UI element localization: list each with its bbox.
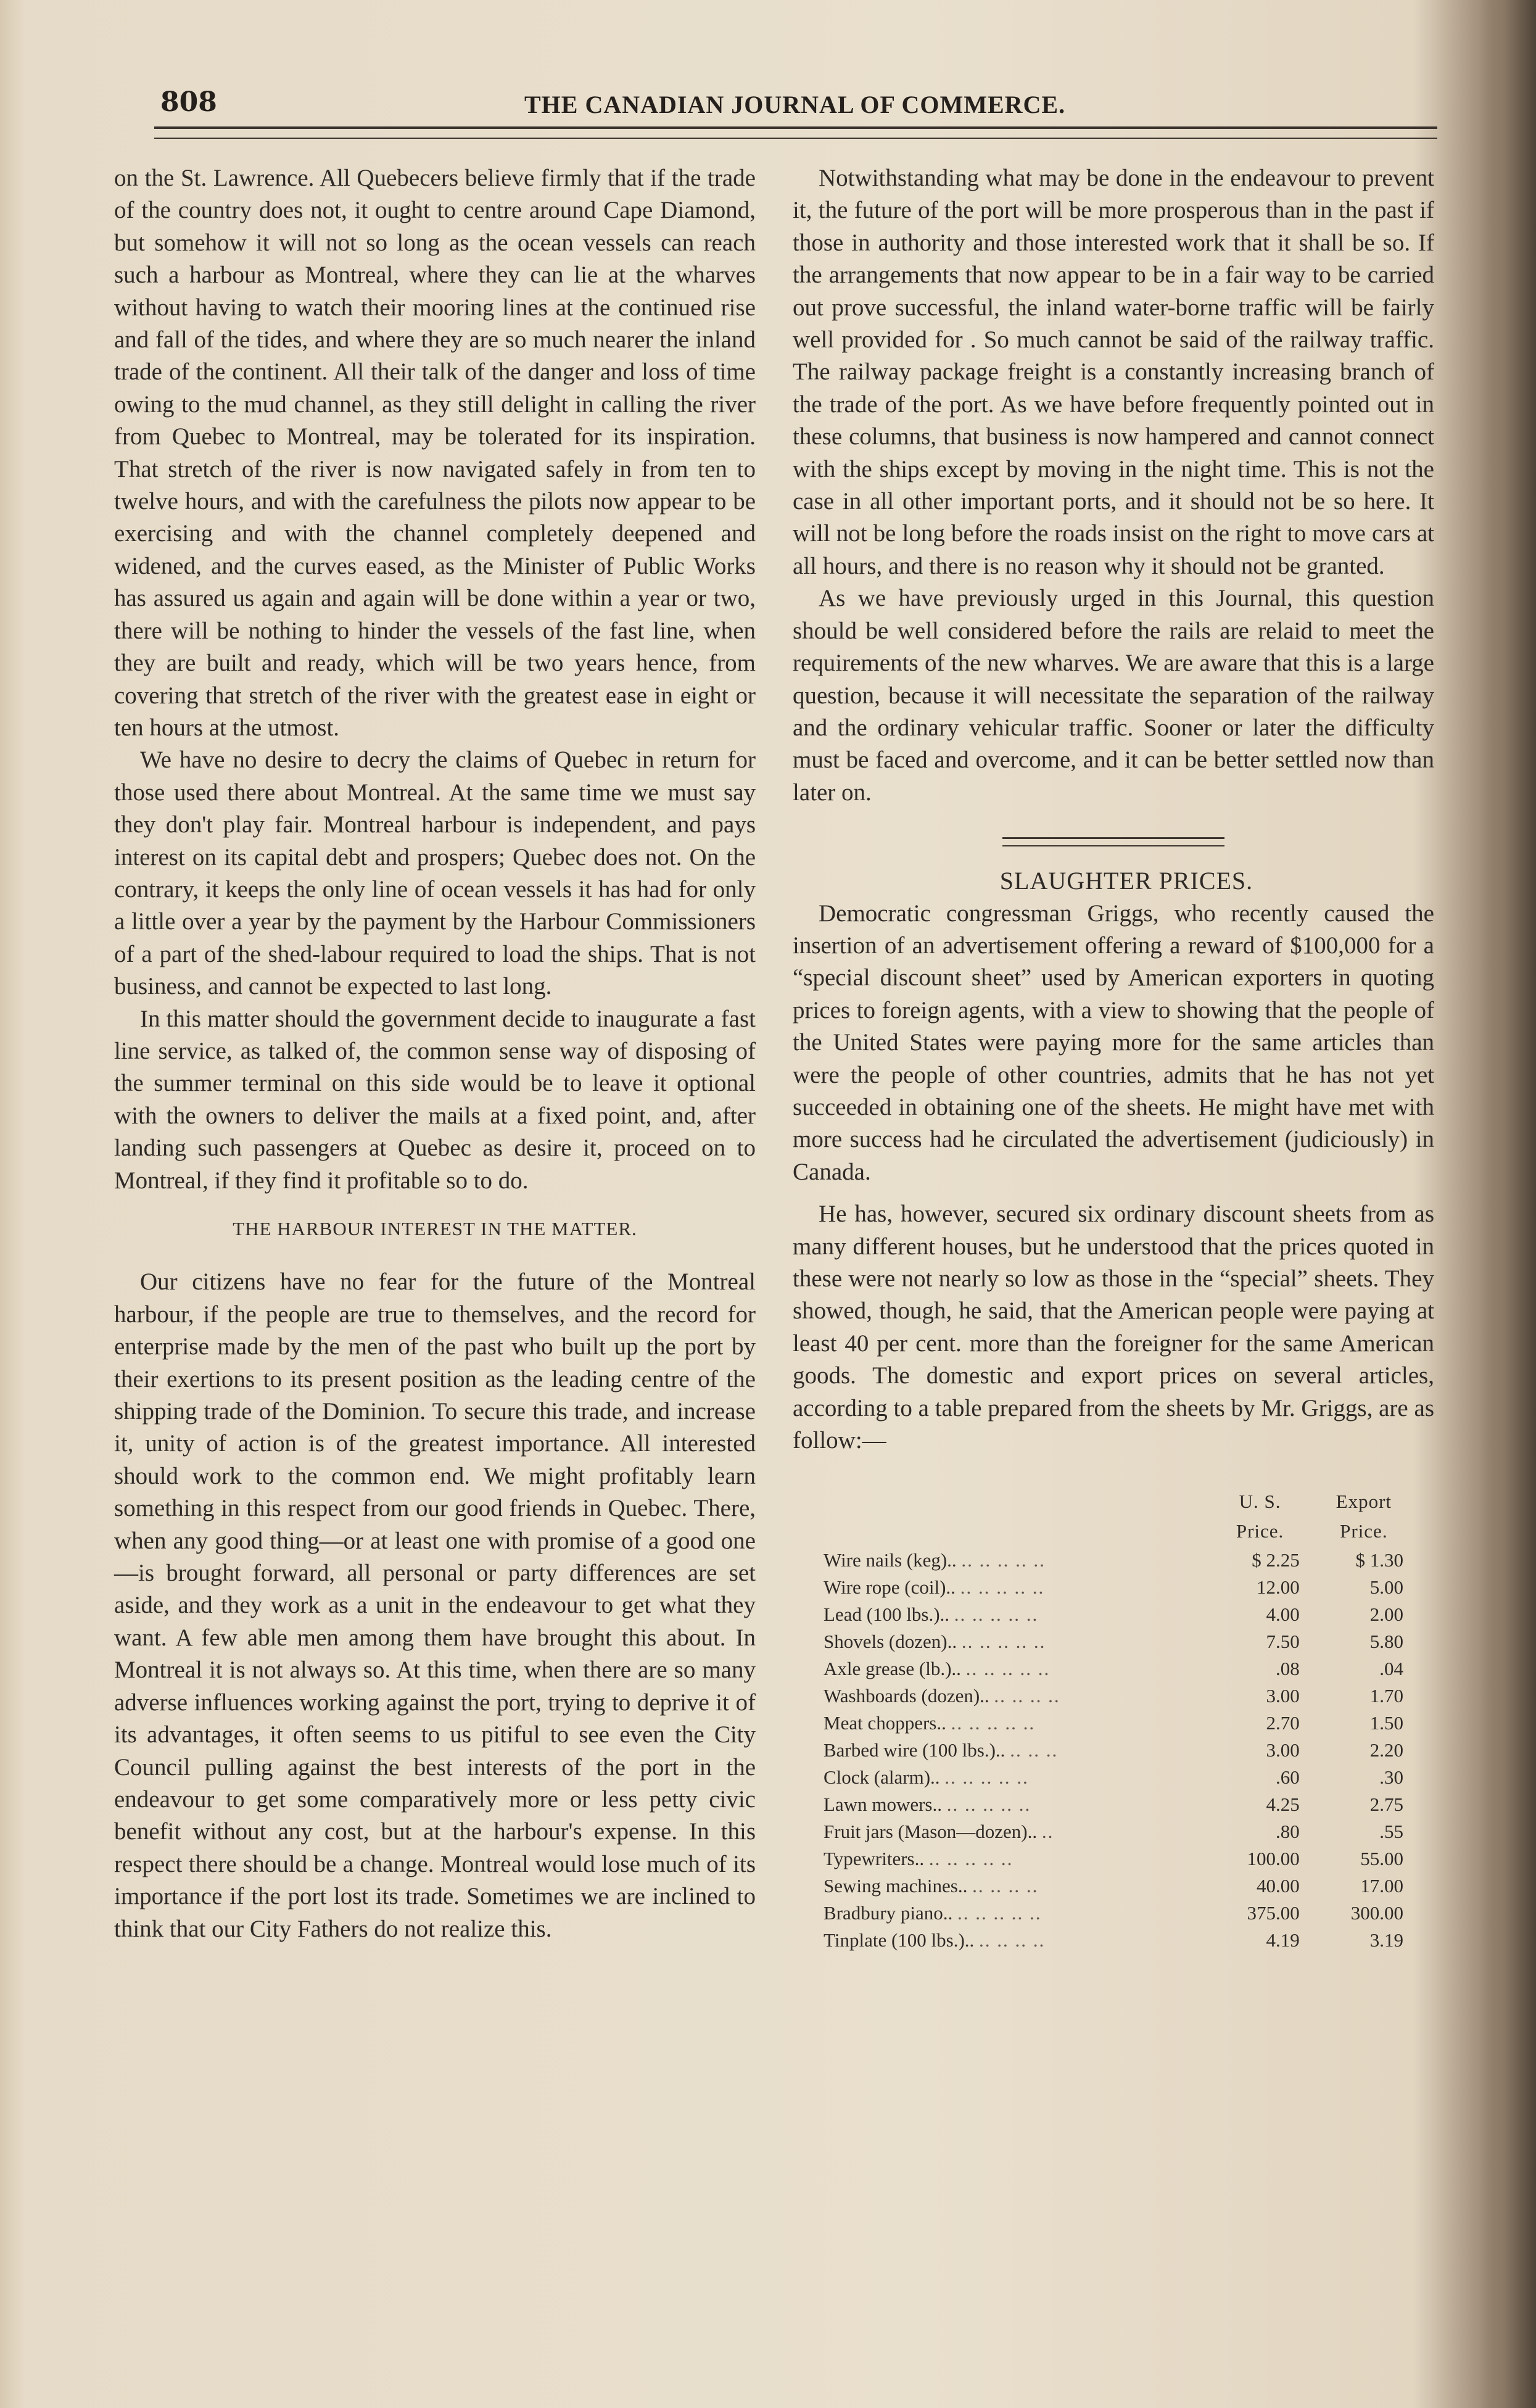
item-name: Lead (100 lbs.).. <box>824 1603 950 1626</box>
page-number: 808 <box>160 86 217 118</box>
paragraph: As we have previously urged in this Journal, this question should be well considered before the rails are relaid to meet the requirements of the new wharves. We are aware that this is a large question, because it will necessitate the separation of the railway and the ordinary vehicular traffic. Sooner or later the difficulty must be faced and overcome, and it can be better settled now than later on. <box>793 585 1434 806</box>
item-name: Axle grease (lb.).. <box>824 1658 961 1680</box>
us-price: .60 <box>1275 1766 1300 1789</box>
dot-leader: .. .. .. .. .. <box>946 1794 1031 1816</box>
us-price: 100.00 <box>1247 1848 1300 1870</box>
table-row <box>824 1737 1416 1764</box>
us-price: $ 2.25 <box>1252 1549 1300 1571</box>
us-price: 375.00 <box>1247 1902 1300 1924</box>
paragraph: We have no desire to decry the claims of Quebec in return for those used there about Montreal. At the same time we must say they don't play fair. Montreal harbour is independent, and pays interest on its capital debt and prospers; Quebec does not. On the contrary, it keeps the only line of ocean vessels it has had for only a little over a year by the payment by the Harbour Commissioners of a part of the shed-labour required to load the ships. That is not business, and cannot be expected to last long. <box>114 747 756 1000</box>
dot-leader: .. .. .. .. .. <box>944 1766 1029 1789</box>
section-divider <box>1002 837 1224 846</box>
paragraph: Democratic congressman Griggs, who recently caused the insertion of an advertisement offering a reward of $100,000 for a “special discount sheet” used by American exporters in quoting prices to foreign agents, with a view to showing that the people of the United States were paying more for the same articles than were the people of other countries, admits that he has not yet succeeded in obtaining one of the sheets. He might have met with more success had he circulated the advertisement (judiciously) in Canada. <box>793 900 1434 1185</box>
us-price: 4.19 <box>1266 1929 1300 1951</box>
dot-leader: .. .. .. .. .. <box>960 1576 1045 1599</box>
table-row <box>824 1927 1416 1954</box>
table-header-us <box>1208 1486 1311 1547</box>
us-price: 2.70 <box>1266 1712 1300 1734</box>
page-header <box>160 86 1431 123</box>
table-row <box>824 1764 1416 1791</box>
table-row <box>824 1547 1416 1574</box>
export-price: 17.00 <box>1360 1875 1403 1897</box>
right-column <box>793 162 1434 1954</box>
dot-leader: .. .. .. .. .. <box>965 1658 1051 1680</box>
item-name: Bradbury piano.. <box>824 1902 953 1924</box>
export-price: 55.00 <box>1360 1848 1403 1870</box>
dot-leader: .. .. .. .. .. <box>954 1603 1039 1626</box>
header-rule <box>154 126 1437 139</box>
dot-leader: .. .. .. .. .. <box>957 1902 1042 1924</box>
paragraph: He has, however, secured six ordinary discount sheets from as many different houses, but he understood that the prices quoted in these were not nearly so low as those in the “special” sheets. They showed, though, he said, that the American people were paying at least 40 per cent. more than the foreigner for the same American goods. The domestic and export prices on several articles, according to a table prepared from the sheets by Mr. Griggs, are as follow:— <box>793 1201 1434 1454</box>
us-price: 40.00 <box>1256 1875 1300 1897</box>
us-price: 3.00 <box>1266 1685 1300 1707</box>
spacer <box>793 1188 1434 1198</box>
export-price: .55 <box>1379 1821 1403 1843</box>
subheading: THE HARBOUR INTEREST IN THE MATTER. <box>233 1218 637 1239</box>
paragraph: Notwithstanding what may be done in the endeavour to prevent it, the future of the port will be more prosperous than in the past if those in authority and those interested work that it shall be so. If the arrangements that now appear to be in a fair way to be carried out prove successful, the inland water-borne traffic will be fairly well provided for . So much cannot be said of the railway traffic. The railway package freight is a constantly increasing branch of the trade of the port. As we have before frequently pointed out in these columns, that business is now hampered and cannot connect with the ships except by moving in the night time. This is not the case in all other important ports, and it should not be so here. It will not be long before the roads insist on the right to move cars at all hours, and there is no reason why it should not be granted. <box>793 165 1434 579</box>
us-price: .08 <box>1275 1658 1300 1680</box>
export-price: 2.20 <box>1369 1739 1403 1761</box>
paragraph: In this matter should the government decide to inaugurate a fast line service, as talked of, the common sense way of disposing of the summer terminal on this side would be to leave it optional with the owners to deliver the mails at a fixed point, and, after landing such passengers at Quebec as desire it, proceed on to Montreal, if they find it profitable so to do. <box>114 1005 756 1194</box>
table-row <box>824 1818 1416 1845</box>
item-name: Typewriters.. <box>824 1848 925 1870</box>
journal-title: THE CANADIAN JOURNAL OF COMMERCE. <box>524 91 1066 118</box>
paragraph: on the St. Lawrence. All Quebecers believe firmly that if the trade of the country does not, it ought to centre around Cape Diamond, but somehow it will not so long as the ocean vessels can reach such a harbour as Montreal, where they can lie at the wharves without having to watch their mooring lines at the continued rise and fall of the tides, and where they are so much nearer the inland trade of the continent. All their talk of the danger and loss of time owing to the mud channel, as they still delight in calling the river from Quebec to Montreal, may be tolerated for its inspiration. That stretch of the river is now navigated safely in from ten to twelve hours, and with the carefulness the pilots now appear to be exercising and with the channel completely deepened and widened, and the curves eased, as the Minister of Public Works has assured us again and again will be done within a year or two, there will be nothing to hinder the vessels of the fast line, when they are built and ready, which will be two years hence, from covering that stretch of the river with the greatest ease in eight or ten hours at the utmost. <box>114 165 756 741</box>
export-price: 5.00 <box>1369 1576 1403 1599</box>
dot-leader: .. .. .. .. .. <box>961 1631 1046 1653</box>
export-price: 300.00 <box>1350 1902 1403 1924</box>
export-price: 3.19 <box>1369 1929 1403 1951</box>
table-row <box>824 1872 1416 1900</box>
item-name: Clock (alarm).. <box>824 1766 940 1789</box>
dot-leader: .. .. .. .. .. <box>951 1712 1036 1734</box>
export-price: 1.70 <box>1369 1685 1403 1707</box>
table-header-item <box>824 1486 1208 1547</box>
export-header-line1: Export <box>1336 1491 1392 1513</box>
item-name: Lawn mowers.. <box>824 1794 942 1816</box>
dot-leader: .. .. .. .. .. <box>928 1848 1014 1870</box>
export-header-line2: Price. <box>1340 1520 1388 1542</box>
table-row <box>824 1900 1416 1927</box>
export-price: 2.75 <box>1369 1794 1403 1816</box>
item-name: Tinplate (100 lbs.).. <box>824 1929 975 1951</box>
us-price: 3.00 <box>1266 1739 1300 1761</box>
price-table <box>824 1486 1416 1954</box>
export-price: 2.00 <box>1369 1603 1403 1626</box>
table-row <box>824 1845 1416 1872</box>
export-price: .30 <box>1379 1766 1403 1789</box>
us-price: .80 <box>1275 1821 1300 1843</box>
us-price: 7.50 <box>1266 1631 1300 1653</box>
item-name: Shovels (dozen).. <box>824 1631 957 1653</box>
dot-leader: .. .. .. .. .. <box>961 1549 1046 1571</box>
us-header-line2: Price. <box>1236 1520 1284 1542</box>
export-price: .04 <box>1379 1658 1403 1680</box>
dot-leader: .. .. .. .. <box>994 1685 1060 1707</box>
table-row <box>824 1574 1416 1601</box>
table-row <box>824 1628 1416 1655</box>
table-row <box>824 1791 1416 1818</box>
table-row <box>824 1655 1416 1682</box>
table-header-row <box>824 1486 1416 1547</box>
table-row <box>824 1601 1416 1628</box>
section-title: SLAUGHTER PRICES. <box>999 867 1253 895</box>
item-name: Wire rope (coil).. <box>824 1576 956 1599</box>
dot-leader: .. .. .. .. <box>972 1875 1039 1897</box>
us-price: 12.00 <box>1256 1576 1300 1599</box>
paragraph: Our citizens have no fear for the future of the Montreal harbour, if the people are true to themselves, and the record for enterprise made by the men of the past who built up the port by their exertions to its present position as the leading centre of the shipping trade of the Dominion. To secure this trade, and increase it, unity of action is of the greatest importance. All interested should work to the common end. We might profitably learn something in this respect from our good friends in Quebec. There, when any good thing—or at least one with promise of a good one—is brought forward, all personal or party differences are set aside, and they work as a unit in the endeavour to get what they want. A few able men among them have brought this about. In Montreal it is not always so. At this time, when there are so many adverse influences working against the port, trying to deprive it of its advantages, it often seems to us pitiful to see even the City Council pulling against the best interests of the port in the endeavour to get some comparatively more or less petty civic benefit without any cost, but at the harbour's expense. In this respect there should be a change. Montreal would lose much of its importance if the port lost its trade. Sometimes we are inclined to think that our City Fathers do not realize this. <box>114 1268 756 1942</box>
export-price: 5.80 <box>1369 1631 1403 1653</box>
item-name: Barbed wire (100 lbs.).. <box>824 1739 1005 1761</box>
us-price: 4.25 <box>1266 1794 1300 1816</box>
table-row <box>824 1682 1416 1710</box>
dot-leader: .. <box>1041 1821 1054 1843</box>
item-name: Sewing machines.. <box>824 1875 968 1897</box>
item-name: Fruit jars (Mason—dozen).. <box>824 1821 1038 1843</box>
us-header-line1: U. S. <box>1239 1491 1281 1513</box>
export-price: 1.50 <box>1369 1712 1403 1734</box>
us-price: 4.00 <box>1266 1603 1300 1626</box>
table-row <box>824 1710 1416 1737</box>
table-header-export <box>1312 1486 1416 1547</box>
item-name: Meat choppers.. <box>824 1712 946 1734</box>
item-name: Washboards (dozen).. <box>824 1685 989 1707</box>
dot-leader: .. .. .. <box>1010 1739 1059 1761</box>
binding-shadow <box>1480 0 1536 2408</box>
item-name: Wire nails (keg).. <box>824 1549 957 1571</box>
dot-leader: .. .. .. .. <box>979 1929 1046 1951</box>
left-column <box>114 162 756 1945</box>
export-price: $ 1.30 <box>1355 1549 1403 1571</box>
